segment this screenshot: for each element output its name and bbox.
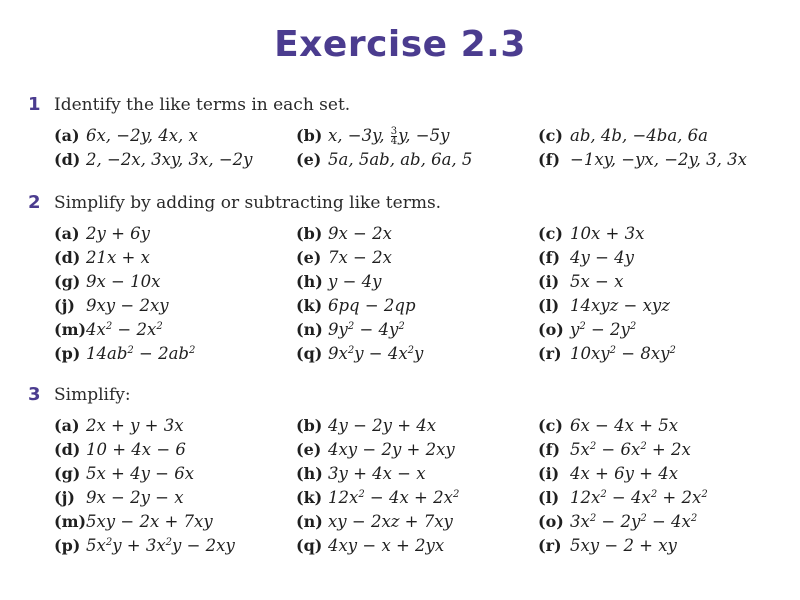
exercise-grid [54, 224, 788, 368]
exercise-item [538, 296, 758, 320]
exercise-item [296, 488, 538, 512]
exercise-item [296, 296, 538, 320]
item-expression: $10xy^2 - 8xy^2$ [570, 344, 676, 363]
item-expression: $y^2 - 2y^2$ [570, 320, 637, 339]
item-label: (p) [54, 536, 81, 555]
question-number: 3 [28, 384, 41, 405]
item-expression: $9x^2y - 4x^2y$ [328, 344, 424, 363]
item-label: (c) [538, 224, 563, 243]
exercise-item [54, 488, 296, 512]
exercise-item [296, 536, 538, 560]
item-expression: 4xy − 2y + 2xy [328, 440, 455, 459]
exercise-item [296, 126, 538, 150]
exercise-item [538, 488, 758, 512]
exercise-item [538, 126, 758, 150]
question-text: Identify the like terms in each set. [54, 95, 351, 115]
item-label: (h) [296, 272, 323, 291]
exercise-item [538, 464, 758, 488]
exercise-item [54, 224, 296, 248]
exercise-item [296, 512, 538, 536]
item-label: (l) [538, 296, 560, 315]
fraction-denominator: 4 [390, 136, 398, 147]
item-expression: 2y + 6y [86, 224, 150, 243]
item-label: (m) [54, 512, 87, 531]
item-label: (m) [54, 320, 87, 339]
question-header [28, 94, 788, 118]
item-label: (i) [538, 272, 560, 291]
exercise-item [296, 272, 538, 296]
exercise-item [54, 150, 296, 174]
item-expression: 9x − 2x [328, 224, 392, 243]
item-expression: 4x + 6y + 4x [570, 464, 679, 483]
item-label: (d) [54, 440, 81, 459]
item-expression: 7x − 2x [328, 248, 392, 267]
item-expression: $5x^2y + 3x^2y - 2xy$ [86, 536, 235, 555]
exercise-item [54, 440, 296, 464]
item-expression: 9x − 2y − x [86, 488, 184, 507]
item-expression: 14xyz − xyz [570, 296, 670, 315]
expression-part: y, −5y [398, 126, 450, 145]
question-number: 1 [28, 94, 41, 115]
item-expression: $3x^2 - 2y^2 - 4x^2$ [570, 512, 698, 531]
item-label: (d) [54, 150, 81, 169]
item-expression: 6pq − 2qp [328, 296, 416, 315]
exercise-item [54, 126, 296, 150]
item-label: (k) [296, 488, 323, 507]
item-expression [328, 126, 449, 146]
item-label: (b) [296, 224, 323, 243]
exercise-item [296, 224, 538, 248]
question-header [28, 192, 788, 216]
exercise-item [54, 464, 296, 488]
item-expression: 4y − 4y [570, 248, 634, 267]
exercise-item [54, 344, 296, 368]
item-label: (f) [538, 150, 561, 169]
item-expression: 2, −2x, 3xy, 3x, −2y [86, 150, 253, 169]
item-expression: −1xy, −yx, −2y, 3, 3x [570, 150, 747, 169]
item-expression: 10x + 3x [570, 224, 645, 243]
item-label: (j) [54, 296, 75, 315]
question-2 [28, 192, 788, 368]
item-label: (a) [54, 126, 80, 145]
item-expression: 4xy − x + 2yx [328, 536, 445, 555]
item-expression: 9xy − 2xy [86, 296, 169, 315]
exercise-item [54, 536, 296, 560]
item-label: (a) [54, 416, 80, 435]
exercise-grid [54, 416, 788, 560]
item-expression: 3y + 4x − x [328, 464, 426, 483]
item-label: (n) [296, 320, 323, 339]
exercise-item [538, 272, 758, 296]
item-expression: $12x^2 - 4x^2 + 2x^2$ [570, 488, 708, 507]
exercise-item [54, 416, 296, 440]
exercise-item [54, 248, 296, 272]
item-expression: 5xy − 2x + 7xy [86, 512, 213, 531]
exercise-item [296, 150, 538, 174]
question-1 [28, 94, 788, 174]
exercise-item [296, 344, 538, 368]
item-expression: 10 + 4x − 6 [86, 440, 186, 459]
item-label: (f) [538, 248, 561, 267]
item-label: (c) [538, 416, 563, 435]
exercise-item [296, 416, 538, 440]
item-label: (b) [296, 416, 323, 435]
expression-part: x, −3y, [328, 126, 390, 145]
fraction [391, 127, 397, 146]
item-label: (l) [538, 488, 560, 507]
exercise-item [54, 320, 296, 344]
exercise-item [54, 512, 296, 536]
item-label: (e) [296, 440, 322, 459]
exercise-item [538, 536, 758, 560]
exercise-item [538, 150, 758, 174]
item-expression: 5x + 4y − 6x [86, 464, 195, 483]
item-expression: ab, 4b, −4ba, 6a [570, 126, 708, 145]
item-expression: 2x + y + 3x [86, 416, 184, 435]
item-label: (o) [538, 320, 564, 339]
question-3 [28, 384, 788, 560]
exercise-item [54, 272, 296, 296]
exercise-item [538, 440, 758, 464]
exercise-item [538, 224, 758, 248]
item-expression: $4x^2 - 2x^2$ [86, 320, 163, 339]
exercise-item [54, 296, 296, 320]
item-label: (q) [296, 536, 323, 555]
item-expression: y − 4y [328, 272, 382, 291]
item-label: (r) [538, 344, 562, 363]
item-expression: xy − 2xz + 7xy [328, 512, 453, 531]
item-label: (r) [538, 536, 562, 555]
page-title: Exercise 2.3 [274, 24, 526, 65]
exercise-item [538, 416, 758, 440]
item-expression: 5xy − 2 + xy [570, 536, 677, 555]
question-number: 2 [28, 192, 41, 213]
item-label: (h) [296, 464, 323, 483]
exercise-item [296, 248, 538, 272]
item-label: (e) [296, 248, 322, 267]
item-expression: 5a, 5ab, ab, 6a, 5 [328, 150, 473, 169]
item-expression: $14ab^2 - 2ab^2$ [86, 344, 196, 363]
item-label: (e) [296, 150, 322, 169]
item-label: (d) [54, 248, 81, 267]
item-label: (o) [538, 512, 564, 531]
exercise-item [296, 464, 538, 488]
exercise-item [296, 440, 538, 464]
item-expression: 6x, −2y, 4x, x [86, 126, 198, 145]
exercise-item [538, 344, 758, 368]
item-expression: 9x − 10x [86, 272, 161, 291]
item-label: (b) [296, 126, 323, 145]
item-expression: $12x^2 - 4x + 2x^2$ [328, 488, 460, 507]
exercise-item [538, 248, 758, 272]
item-label: (c) [538, 126, 563, 145]
item-expression: $5x^2 - 6x^2 + 2x$ [570, 440, 691, 459]
fraction-numerator: 3 [390, 126, 398, 137]
item-label: (i) [538, 464, 560, 483]
item-label: (f) [538, 440, 561, 459]
item-expression: 21x + x [86, 248, 150, 267]
exercise-grid [54, 126, 788, 174]
question-text: Simplify by adding or subtracting like terms. [54, 193, 442, 213]
item-label: (g) [54, 272, 81, 291]
item-label: (k) [296, 296, 323, 315]
exercise-item [538, 512, 758, 536]
item-label: (q) [296, 344, 323, 363]
question-text: Simplify: [54, 385, 131, 405]
exercise-item [538, 320, 758, 344]
item-expression: 6x − 4x + 5x [570, 416, 679, 435]
item-expression: $9y^2 - 4y^2$ [328, 320, 405, 339]
item-expression: 5x − x [570, 272, 624, 291]
exercise-item [296, 320, 538, 344]
item-label: (a) [54, 224, 80, 243]
question-header [28, 384, 788, 408]
item-expression: 4y − 2y + 4x [328, 416, 437, 435]
item-label: (j) [54, 488, 75, 507]
item-label: (p) [54, 344, 81, 363]
item-label: (g) [54, 464, 81, 483]
item-label: (n) [296, 512, 323, 531]
